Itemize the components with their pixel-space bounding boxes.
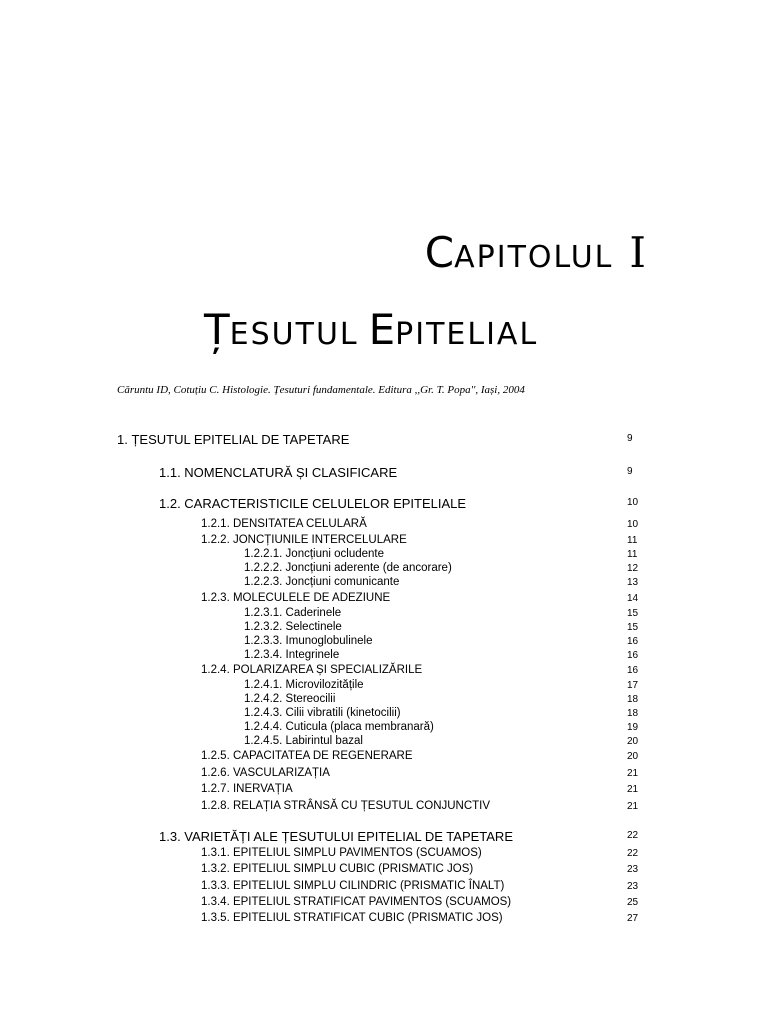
toc-entry-title: 1.2.5. CAPACITATEA DE REGENERARE: [201, 750, 413, 762]
title-initial-1: Ț: [204, 305, 230, 354]
toc-entry-page: 17: [627, 680, 639, 691]
toc-entry-title: 1.2.4. POLARIZAREA ȘI SPECIALIZĂRILE: [201, 664, 423, 676]
toc-entry-title: 1.2.2. JONCȚIUNILE INTERCELULARE: [201, 534, 407, 546]
toc-entry-page: 21: [627, 801, 639, 812]
chapter-word: APITOLUL: [454, 240, 614, 275]
toc-entry-page: 23: [627, 864, 639, 875]
toc-entry-title: 1.3.1. EPITELIUL SIMPLU PAVIMENTOS (SCUAMOS): [201, 847, 482, 859]
chapter-number: I: [629, 228, 648, 277]
toc-entry-page: 20: [627, 736, 639, 747]
toc-entry-title: 1.3.2. EPITELIUL SIMPLU CUBIC (PRISMATIC JOS): [201, 863, 474, 875]
toc-entry-page: 15: [627, 622, 639, 633]
toc-entry-page: 13: [627, 577, 639, 588]
toc-entry-title: 1.2.4.2. Stereocilii: [244, 693, 336, 705]
chapter-initial: C: [424, 228, 455, 277]
title-word-2: PITELIAL: [395, 317, 539, 352]
toc-entry-page: 12: [627, 563, 639, 574]
toc-entry-title: 1.2.3.2. Selectinele: [244, 621, 342, 633]
toc-entry-page: 22: [627, 830, 639, 841]
title-word-1: ESUTUL: [229, 317, 359, 352]
title-initial-2: E: [368, 305, 396, 354]
toc-entry-page: 15: [627, 608, 639, 619]
toc-entry-title: 1.2.8. RELAȚIA STRÂNSĂ CU ȚESUTUL CONJUNCTIV: [201, 800, 491, 812]
toc-entry-title: 1. ȚESUTUL EPITELIAL DE TAPETARE: [117, 432, 350, 447]
toc-entry-title: 1.2.6. VASCULARIZAȚIA: [201, 767, 330, 779]
toc-entry-page: 16: [627, 665, 639, 676]
toc-entry-title: 1.2. CARACTERISTICILE CELULELOR EPITELIALE: [159, 496, 467, 511]
toc-entry-title: 1.1. NOMENCLATURĂ ȘI CLASIFICARE: [159, 465, 398, 480]
toc-entry-page: 14: [627, 593, 639, 604]
citation: Căruntu ID, Cotuțiu C. Histologie. Țesuturi fundamentale. Editura ,,Gr. T. Popa'', Iași, 2004: [117, 384, 525, 396]
toc-entry-page: 25: [627, 897, 639, 908]
toc-entry-title: 1.2.3.1. Caderinele: [244, 607, 342, 619]
toc-entry-title: 1.2.4.5. Labirintul bazal: [244, 735, 363, 747]
toc-entry-page: 27: [627, 913, 639, 924]
toc-entry-page: 11: [627, 549, 638, 560]
toc-entry-page: 20: [627, 751, 639, 762]
toc-entry-title: 1.2.3.4. Integrinele: [244, 649, 340, 661]
toc-entry-page: 21: [627, 768, 639, 779]
toc-entry-title: 1.2.4.4. Cuticula (placa membranară): [244, 721, 434, 733]
toc-entry-page: 11: [627, 535, 638, 546]
toc-entry-page: 22: [627, 848, 639, 859]
toc-entry-title: 1.2.4.1. Microvilozitățile: [244, 679, 364, 691]
chapter-heading: [425, 228, 648, 277]
toc-entry-page: 9: [627, 433, 633, 444]
toc-entry-title: 1.2.7. INERVAȚIA: [201, 783, 293, 795]
toc-entry-title: 1.2.1. DENSITATEA CELULARĂ: [201, 518, 367, 530]
toc-entry-title: 1.2.2.1. Joncțiuni ocludente: [244, 548, 385, 560]
toc-entry-title: 1.2.3.3. Imunoglobulinele: [244, 635, 373, 647]
toc-entry-page: 18: [627, 694, 639, 705]
toc-entry-title: 1.3.4. EPITELIUL STRATIFICAT PAVIMENTOS (SCUAMOS): [201, 896, 512, 908]
toc-entry-title: 1.3.5. EPITELIUL STRATIFICAT CUBIC (PRISMATIC JOS): [201, 912, 503, 924]
toc-entry-page: 10: [627, 519, 639, 530]
toc-entry-title: 1.2.2.2. Joncțiuni aderente (de ancorare): [244, 562, 452, 574]
toc-entry-page: 16: [627, 636, 639, 647]
toc-entry-page: 19: [627, 722, 639, 733]
toc-entry-title: 1.3.3. EPITELIUL SIMPLU CILINDRIC (PRISMATIC ÎNALT): [201, 880, 505, 892]
toc-entry-page: 21: [627, 784, 639, 795]
toc-entry-page: 18: [627, 708, 639, 719]
toc-entry-title: 1.3. VARIETĂȚI ALE ȚESUTULUI EPITELIAL DE TAPETARE: [159, 829, 513, 844]
toc-entry-title: 1.2.3. MOLECULELE DE ADEZIUNE: [201, 592, 391, 604]
toc-entry-page: 23: [627, 881, 639, 892]
toc-entry-page: 16: [627, 650, 639, 661]
toc-entry-page: 9: [627, 466, 633, 477]
toc-entry-title: 1.2.4.3. Cilii vibratili (kinetocilii): [244, 707, 401, 719]
toc-entry-page: 10: [627, 497, 639, 508]
toc-entry-title: 1.2.2.3. Joncțiuni comunicante: [244, 576, 400, 588]
chapter-title: [204, 305, 538, 354]
